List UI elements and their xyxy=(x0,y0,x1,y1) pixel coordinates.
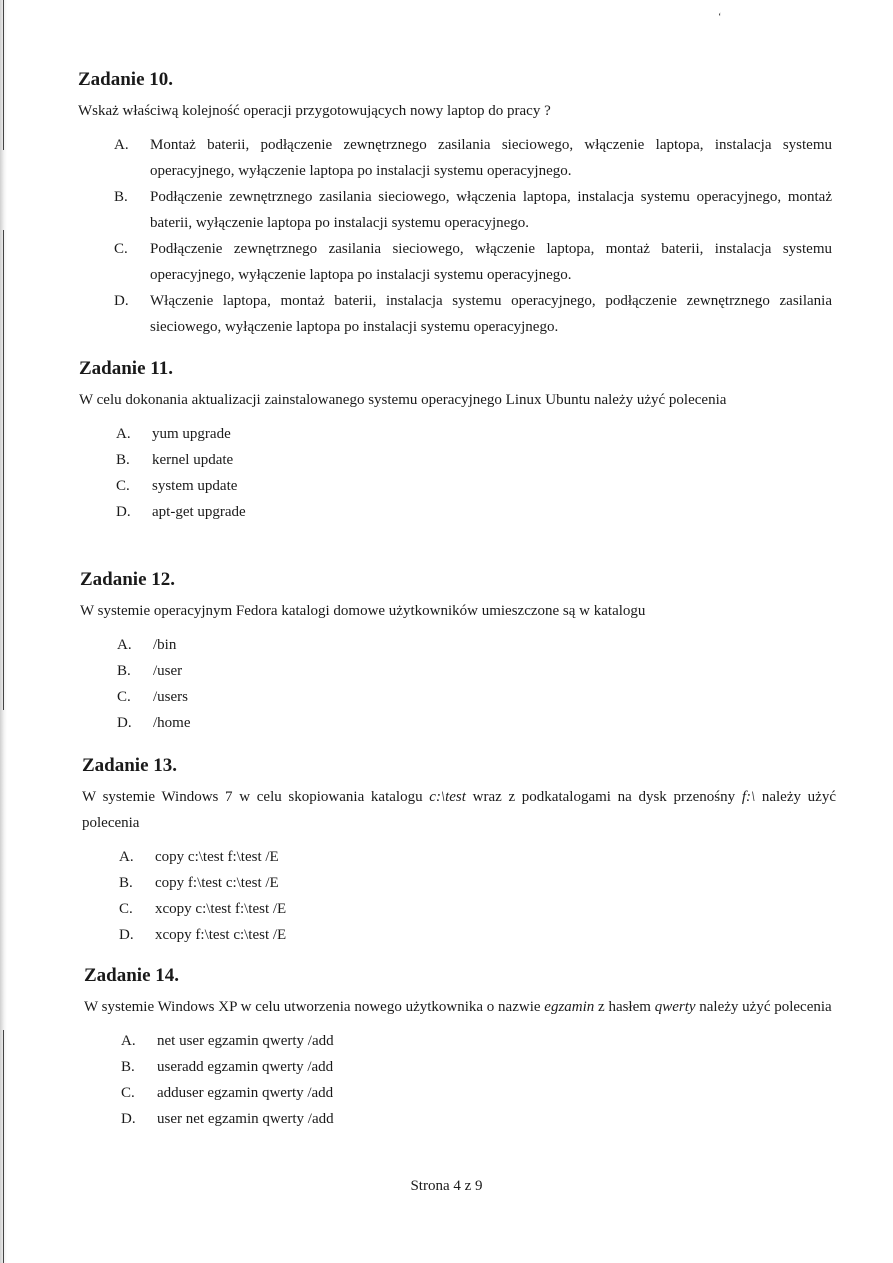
option-text: Podłączenie zewnętrznego zasilania sieciowego, włączenie laptopa, montaż baterii, instalacja systemu operacyjnego, wyłączenie laptopa po instalacji systemu operacyjnego. xyxy=(150,241,832,283)
option-text: xcopy f:\test c:\test /E xyxy=(155,927,287,943)
option-letter: D. xyxy=(121,1111,136,1127)
scan-edge-line xyxy=(3,230,4,710)
path-text: c:\test xyxy=(429,789,466,805)
answer-option-c[interactable] xyxy=(114,236,832,288)
option-text: Włączenie laptopa, montaż baterii, instalacja systemu operacyjnego, podłączenie zewnętrznego zasilania sieciowego, wyłączenie laptopa po instalacji systemu operacyjnego. xyxy=(150,293,832,335)
task-10 xyxy=(78,68,832,340)
answer-list xyxy=(119,844,836,948)
task-11 xyxy=(79,357,834,525)
page-mark: ʻ xyxy=(718,12,722,23)
option-text: system update xyxy=(152,478,238,494)
option-letter: D. xyxy=(117,715,132,731)
task-question: W systemie operacyjnym Fedora katalogi domowe użytkowników umieszczone są w katalogu xyxy=(80,603,646,619)
answer-option-d[interactable] xyxy=(117,710,835,736)
question-text: W systemie Windows XP w celu utworzenia nowego użytkownika o nazwie xyxy=(84,999,545,1015)
answer-option-b[interactable] xyxy=(114,184,832,236)
option-text: /users xyxy=(153,689,188,705)
option-letter: B. xyxy=(121,1059,135,1075)
option-text: xcopy c:\test f:\test /E xyxy=(155,901,287,917)
password-text: qwerty xyxy=(654,999,696,1015)
answer-option-d[interactable] xyxy=(121,1106,838,1132)
question-text: należy użyć polecenia xyxy=(695,999,832,1015)
option-letter: C. xyxy=(119,901,133,917)
option-letter: A. xyxy=(121,1033,136,1049)
answer-list xyxy=(116,421,834,525)
answer-list xyxy=(117,632,835,736)
option-letter: C. xyxy=(116,478,130,494)
option-letter: A. xyxy=(117,637,132,653)
task-title: Zadanie 11. xyxy=(79,358,173,379)
option-letter: B. xyxy=(116,452,130,468)
task-14 xyxy=(84,964,838,1132)
task-title: Zadanie 14. xyxy=(84,965,180,986)
answer-option-c[interactable] xyxy=(119,896,836,922)
task-title: Zadanie 13. xyxy=(82,755,178,776)
answer-option-c[interactable] xyxy=(116,473,834,499)
option-letter: D. xyxy=(116,504,131,520)
task-13 xyxy=(82,754,836,948)
option-letter: B. xyxy=(114,189,128,205)
option-text: /user xyxy=(153,663,183,679)
answer-option-a[interactable] xyxy=(116,421,834,447)
question-text: wraz z podkatalogami na dysk przenośny xyxy=(465,789,742,805)
answer-option-d[interactable] xyxy=(119,922,836,948)
option-text: /bin xyxy=(153,637,177,653)
option-text: apt-get upgrade xyxy=(152,504,246,520)
question-text: należy użyć polecenia xyxy=(82,789,836,831)
answer-option-b[interactable] xyxy=(117,658,835,684)
task-title: Zadanie 12. xyxy=(80,569,176,590)
option-text: copy c:\test f:\test /E xyxy=(155,849,279,865)
option-letter: C. xyxy=(121,1085,135,1101)
option-letter: B. xyxy=(119,875,133,891)
answer-option-d[interactable] xyxy=(114,288,832,340)
page-footer: Strona 4 z 9 xyxy=(410,1178,483,1194)
answer-option-a[interactable] xyxy=(119,844,836,870)
answer-option-b[interactable] xyxy=(121,1054,838,1080)
option-text: adduser egzamin qwerty /add xyxy=(157,1085,334,1101)
task-question xyxy=(84,994,838,1020)
answer-option-c[interactable] xyxy=(117,684,835,710)
option-letter: D. xyxy=(114,293,129,309)
answer-option-a[interactable] xyxy=(121,1028,838,1054)
username-text: egzamin xyxy=(544,999,595,1015)
option-text: user net egzamin qwerty /add xyxy=(157,1111,334,1127)
option-letter: C. xyxy=(114,241,128,257)
scan-edge-line xyxy=(3,1030,4,1263)
task-title: Zadanie 10. xyxy=(78,69,174,90)
option-text: /home xyxy=(153,715,191,731)
option-text: useradd egzamin qwerty /add xyxy=(157,1059,334,1075)
answer-option-a[interactable] xyxy=(114,132,832,184)
option-letter: A. xyxy=(116,426,131,442)
option-text: Montaż baterii, podłączenie zewnętrznego zasilania sieciowego, włączenie laptopa, instalacja systemu operacyjnego, wyłączenie laptopa po instalacji systemu operacyjnego. xyxy=(150,137,832,179)
option-letter: A. xyxy=(114,137,129,153)
question-text: W systemie Windows 7 w celu skopiowania katalogu xyxy=(82,789,430,805)
task-question xyxy=(82,784,836,836)
task-question: Wskaż właściwą kolejność operacji przygotowujących nowy laptop do pracy ? xyxy=(78,103,551,119)
answer-option-b[interactable] xyxy=(119,870,836,896)
option-text: kernel update xyxy=(152,452,234,468)
option-text: copy f:\test c:\test /E xyxy=(155,875,279,891)
option-text: Podłączenie zewnętrznego zasilania sieciowego, włączenia laptopa, instalacja systemu operacyjnego, montaż baterii, wyłączenie laptopa po instalacji systemu operacyjnego. xyxy=(150,189,832,231)
option-text: yum upgrade xyxy=(152,426,231,442)
answer-option-c[interactable] xyxy=(121,1080,838,1106)
option-letter: B. xyxy=(117,663,131,679)
answer-option-a[interactable] xyxy=(117,632,835,658)
scan-edge-line xyxy=(3,0,4,150)
answer-list xyxy=(114,132,832,340)
answer-option-d[interactable] xyxy=(116,499,834,525)
option-letter: A. xyxy=(119,849,134,865)
answer-list xyxy=(121,1028,838,1132)
option-letter: C. xyxy=(117,689,131,705)
task-12 xyxy=(80,568,835,736)
drive-text: f:\ xyxy=(741,789,756,805)
option-letter: D. xyxy=(119,927,134,943)
task-question: W celu dokonania aktualizacji zainstalowanego systemu operacyjnego Linux Ubuntu należy użyć polecenia xyxy=(79,392,727,408)
question-text: z hasłem xyxy=(594,999,655,1015)
option-text: net user egzamin qwerty /add xyxy=(157,1033,334,1049)
answer-option-b[interactable] xyxy=(116,447,834,473)
